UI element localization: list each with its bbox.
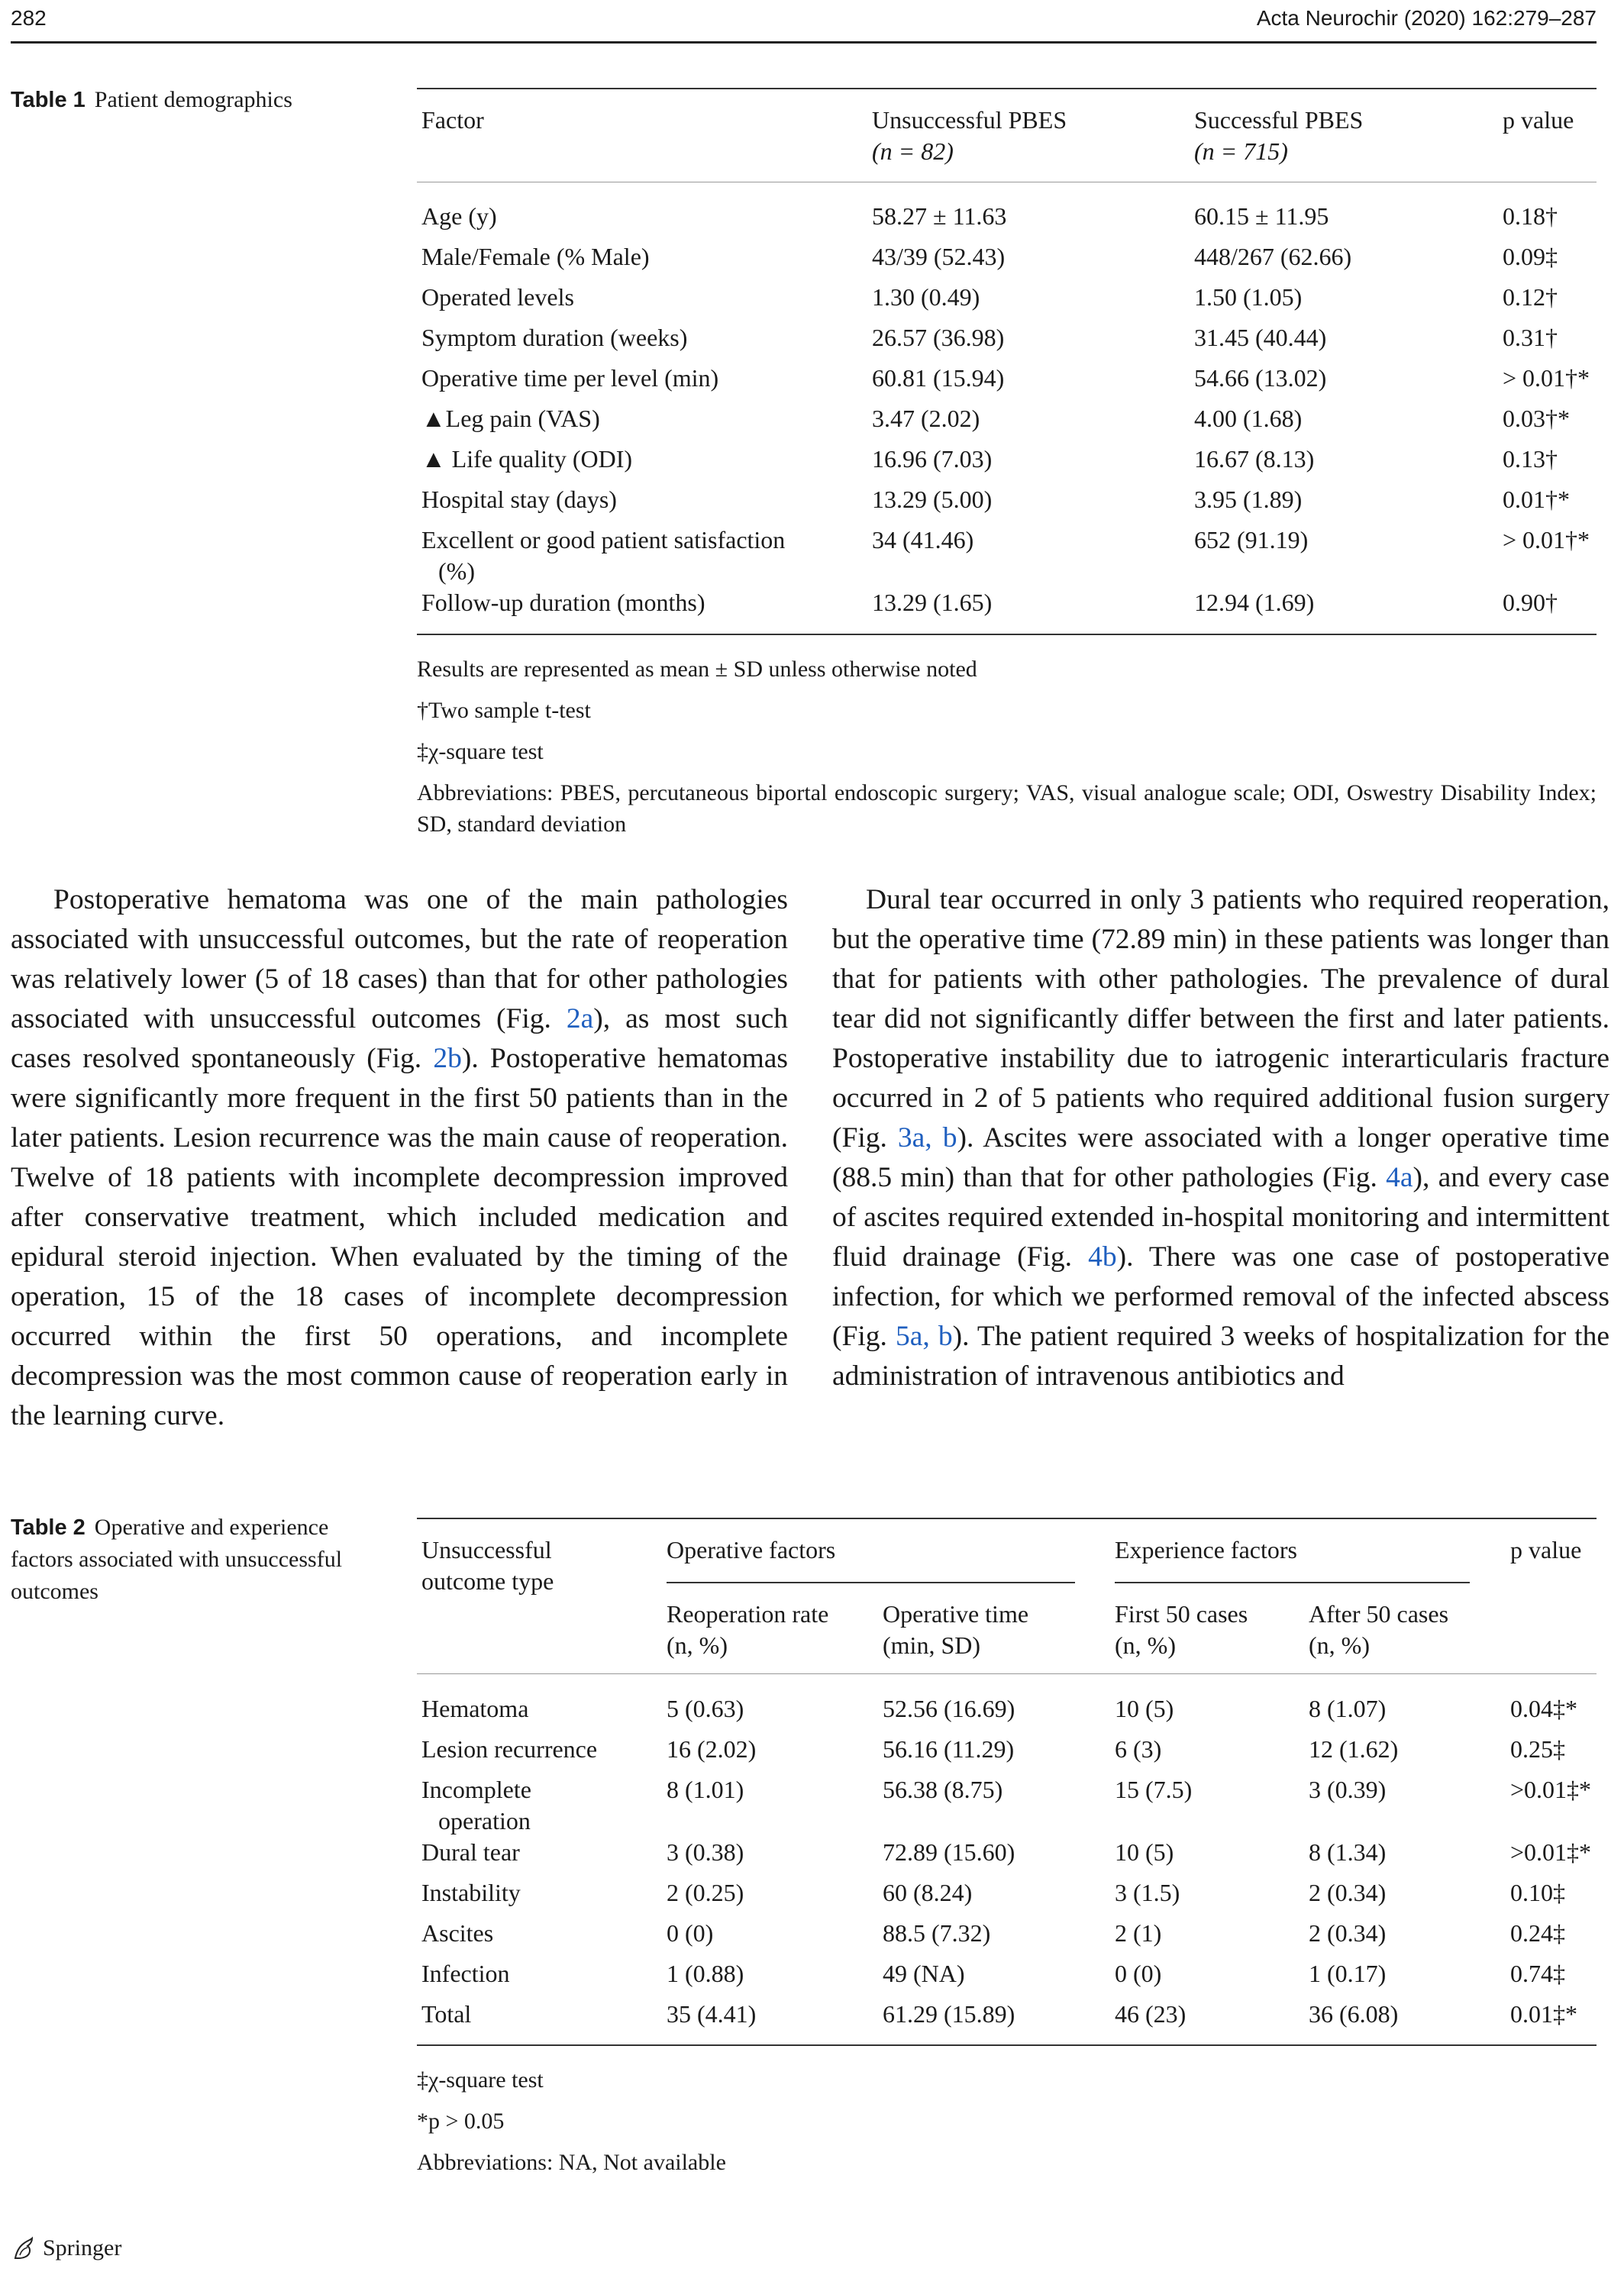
table1-header-unsuccessful: Unsuccessful PBES (n = 82) (872, 106, 1067, 165)
operative-time-cell: 88.5 (7.32) (883, 1919, 991, 1947)
after50-cell: 36 (6.08) (1309, 2000, 1399, 2028)
table2-header-pvalue: p value (1510, 1536, 1582, 1563)
table2-operative-rule (667, 1582, 1075, 1583)
factor-cell: ▲Leg pain (VAS) (421, 405, 600, 432)
publisher-name: Springer (43, 2235, 122, 2260)
table2-group-experience: Experience factors (1115, 1536, 1297, 1563)
operative-time-cell: 61.29 (15.89) (883, 2000, 1015, 2028)
first50-cell: 3 (1.5) (1115, 1879, 1180, 1906)
table1-note-abbreviations: Abbreviations: PBES, percutaneous biportal endoscopic surgery; VAS, visual analogue scale; ODI, Oswestry Disability Index; SD, standard deviation (417, 780, 1597, 837)
table-row (421, 363, 1597, 403)
table1-note: Results are represented as mean ± SD unless otherwise noted (417, 657, 977, 682)
successful-cell: 4.00 (1.68) (1194, 405, 1303, 432)
operative-time-cell: 72.89 (15.60) (883, 1838, 1015, 1866)
figure-link-5ab[interactable]: 5a, b (896, 1321, 953, 1352)
reoperation-cell: 5 (0.63) (667, 1695, 744, 1722)
table-row (421, 1999, 1597, 2039)
journal-citation: Acta Neurochir (2020) 162:279–287 (1256, 6, 1597, 30)
successful-cell: 652 (91.19) (1194, 526, 1309, 553)
table-row (421, 201, 1597, 241)
factor-cell: Male/Female (% Male) (421, 243, 650, 270)
factor-cell: Operative time per level (min) (421, 364, 719, 392)
table1-note: †Two sample t-test (417, 698, 591, 723)
figure-link-2a[interactable]: 2a (566, 1003, 594, 1034)
table-row (421, 282, 1597, 322)
table2-group-operative: Operative factors (667, 1536, 836, 1563)
p-value-cell: 0.18† (1503, 202, 1558, 230)
outcome-type-cell: Lesion recurrence (421, 1735, 598, 1763)
p-value-cell: 0.74‡ (1510, 1960, 1565, 1987)
table-row (421, 322, 1597, 363)
table1-top-rule (417, 88, 1597, 89)
successful-cell: 54.66 (13.02) (1194, 364, 1327, 392)
table2-header-reoperation: Reoperation rate (n, %) (667, 1600, 829, 1659)
table2-caption (11, 1512, 370, 1608)
successful-cell: 60.15 ± 11.95 (1194, 202, 1329, 230)
unsuccessful-cell: 1.30 (0.49) (872, 283, 980, 311)
factor-cell: Operated levels (421, 283, 574, 311)
unsuccessful-cell: 60.81 (15.94) (872, 364, 1005, 392)
table2-note: ‡χ-square test (417, 2067, 544, 2093)
successful-cell: 31.45 (40.44) (1194, 324, 1327, 351)
outcome-type-cell: Ascites (421, 1919, 494, 1947)
unsuccessful-cell: 58.27 ± 11.63 (872, 202, 1007, 230)
p-value-cell: >0.01‡* (1510, 1776, 1592, 1803)
table2-body (421, 1693, 1597, 2039)
reoperation-cell: 2 (0.25) (667, 1879, 744, 1906)
table-row (421, 1774, 1597, 1837)
table1-caption (11, 84, 354, 116)
first50-cell: 10 (5) (1115, 1695, 1174, 1722)
p-value-cell: 0.12† (1503, 283, 1558, 311)
table-row (421, 1693, 1597, 1734)
p-value-cell: 0.24‡ (1510, 1919, 1565, 1947)
p-value-cell: 0.01‡* (1510, 2000, 1577, 2028)
first50-cell: 2 (1) (1115, 1919, 1162, 1947)
successful-cell: 448/267 (62.66) (1194, 243, 1352, 270)
table2-label: Table 2 (11, 1515, 86, 1540)
after50-cell: 8 (1.34) (1309, 1838, 1387, 1866)
p-value-cell: > 0.01†* (1503, 526, 1590, 553)
figure-link-2b[interactable]: 2b (433, 1043, 462, 1074)
reoperation-cell: 35 (4.41) (667, 2000, 757, 2028)
successful-cell: 12.94 (1.69) (1194, 589, 1315, 616)
first50-cell: 15 (7.5) (1115, 1776, 1193, 1803)
factor-cell: Symptom duration (weeks) (421, 324, 688, 351)
after50-cell: 8 (1.07) (1309, 1695, 1387, 1722)
table-row (421, 403, 1597, 444)
unsuccessful-cell: 13.29 (5.00) (872, 486, 993, 513)
unsuccessful-cell: 43/39 (52.43) (872, 243, 1006, 270)
outcome-type-cell: Total (421, 2000, 472, 2028)
table-row (421, 1918, 1597, 1958)
table-row (421, 241, 1597, 282)
successful-cell: 1.50 (1.05) (1194, 283, 1303, 311)
p-value-cell: > 0.01†* (1503, 364, 1590, 392)
header-rule (11, 41, 1597, 44)
table-row (421, 484, 1597, 524)
operative-time-cell: 56.38 (8.75) (883, 1776, 1003, 1803)
outcome-type-cell: Hematoma (421, 1695, 529, 1722)
table2-note: *p > 0.05 (417, 2109, 505, 2134)
p-value-cell: 0.25‡ (1510, 1735, 1565, 1763)
table2-header-rule (417, 1673, 1597, 1674)
left-column-paragraph: Postoperative hematoma was one of the main pathologies associated with unsuccessful outcomes, but the rate of reoperation was relatively lower (5 of 18 cases) than that for other pathologies associated with unsuccessful outcomes (Fig. 2a), as most such cases resolved spontaneously (Fig. 2b). Postoperative hematomas were significantly more frequent in the first 50 patients than in the later patients. Lesion recurrence was the main cause of reoperation. Twelve of 18 patients with incomplete decompression improved after conservative treatment, which included medication and epidural steroid injection. When evaluated by the timing of the operation, 15 of the 18 cases of incomplete decompression occurred within the first 50 operations, and incomplete decompression was the most common cause of reoperation early in the learning curve. (11, 884, 789, 1431)
p-value-cell: 0.09‡ (1503, 243, 1558, 270)
factor-cell: Follow-up duration (months) (421, 589, 705, 616)
unsuccessful-cell: 26.57 (36.98) (872, 324, 1005, 351)
reoperation-cell: 8 (1.01) (667, 1776, 744, 1803)
table2-caption-text: Operative and experience factors associated with unsuccessful outcomes (11, 1515, 343, 1604)
springer-horse-icon (11, 2235, 37, 2261)
reoperation-cell: 1 (0.88) (667, 1960, 744, 1987)
after50-cell: 1 (0.17) (1309, 1960, 1387, 1987)
table2-bottom-rule (417, 2044, 1597, 2046)
figure-link-3ab[interactable]: 3a, b (897, 1122, 957, 1154)
reoperation-cell: 0 (0) (667, 1919, 714, 1947)
outcome-type-cell: Dural tear (421, 1838, 520, 1866)
table-row (421, 1877, 1597, 1918)
table1-caption-text: Patient demographics (94, 87, 292, 112)
first50-cell: 0 (0) (1115, 1960, 1162, 1987)
table2-header-type: Unsuccessful outcome type (421, 1536, 554, 1595)
table-row (421, 1734, 1597, 1774)
reoperation-cell: 3 (0.38) (667, 1838, 744, 1866)
unsuccessful-cell: 34 (41.46) (872, 526, 974, 553)
unsuccessful-cell: 3.47 (2.02) (872, 405, 980, 432)
unsuccessful-cell: 13.29 (1.65) (872, 589, 993, 616)
p-value-cell: 0.31† (1503, 324, 1558, 351)
table-row (421, 444, 1597, 484)
after50-cell: 3 (0.39) (1309, 1776, 1387, 1803)
p-value-cell: 0.01†* (1503, 486, 1570, 513)
table1-notes (417, 653, 1597, 840)
table2-notes (417, 2064, 1597, 2178)
p-value-cell: >0.01‡* (1510, 1838, 1592, 1866)
page-number: 282 (11, 6, 47, 30)
p-value-cell: 0.03†* (1503, 405, 1570, 432)
table-row (421, 1958, 1597, 1999)
factor-cell: Excellent or good patient satisfaction (%) (421, 526, 786, 585)
p-value-cell: 0.10‡ (1510, 1879, 1565, 1906)
outcome-type-cell: Instability (421, 1879, 521, 1906)
table-row (421, 587, 1597, 628)
successful-cell: 3.95 (1.89) (1194, 486, 1303, 513)
table1-body (421, 201, 1597, 628)
table1-header-factor: Factor (421, 106, 484, 134)
after50-cell: 2 (0.34) (1309, 1919, 1387, 1947)
p-value-cell: 0.04‡* (1510, 1695, 1577, 1722)
table2-header-after50: After 50 cases (n, %) (1309, 1600, 1449, 1659)
factor-cell: Hospital stay (days) (421, 486, 617, 513)
operative-time-cell: 52.56 (16.69) (883, 1695, 1015, 1722)
table2-top-rule (417, 1518, 1597, 1519)
factor-cell: ▲ Life quality (ODI) (421, 445, 633, 473)
table2-header-first50: First 50 cases (n, %) (1115, 1600, 1248, 1659)
table1-header-pvalue: p value (1503, 106, 1574, 134)
after50-cell: 2 (0.34) (1309, 1879, 1387, 1906)
outcome-type-cell: Incomplete operation (421, 1776, 531, 1835)
table2-note: Abbreviations: NA, Not available (417, 2150, 726, 2175)
table2-experience-rule (1115, 1582, 1470, 1583)
operative-time-cell: 49 (NA) (883, 1960, 965, 1987)
first50-cell: 10 (5) (1115, 1838, 1174, 1866)
table2-header-operative-time: Operative time (min, SD) (883, 1600, 1029, 1659)
outcome-type-cell: Infection (421, 1960, 510, 1987)
table1-label: Table 1 (11, 88, 86, 112)
unsuccessful-cell: 16.96 (7.03) (872, 445, 993, 473)
right-column-paragraph: Dural tear occurred in only 3 patients who required reoperation, but the operative time (72.89 min) in these patients was longer than that for patients with other pathologies. The prevalence of dural tear did not significantly differ between the first and later patients. Postoperative instability due to iatrogenic interarticularis fracture occurred in 2 of 5 patients who required additional fusion surgery (Fig. 3a, b). Ascites were associated with a longer operative time (88.5 min) than that for other pathologies (Fig. 4a), and every case of ascites required extended in-hospital monitoring and intermittent fluid drainage (Fig. 4b). There was one case of postoperative infection, for which we performed removal of the infected abscess (Fig. 5a, b). The patient required 3 weeks of hospitalization for the administration of intravenous antibiotics and (832, 884, 1609, 1392)
first50-cell: 46 (23) (1115, 2000, 1187, 2028)
reoperation-cell: 16 (2.02) (667, 1735, 757, 1763)
operative-time-cell: 56.16 (11.29) (883, 1735, 1015, 1763)
p-value-cell: 0.13† (1503, 445, 1558, 473)
p-value-cell: 0.90† (1503, 589, 1558, 616)
table-row (421, 1837, 1597, 1877)
table-row (421, 524, 1597, 587)
publisher-logo (11, 2235, 121, 2261)
figure-link-4b[interactable]: 4b (1088, 1241, 1117, 1273)
table1-header-successful: Successful PBES (n = 715) (1194, 106, 1364, 165)
operative-time-cell: 60 (8.24) (883, 1879, 973, 1906)
table1-note: ‡χ-square test (417, 739, 544, 764)
figure-link-4a[interactable]: 4a (1386, 1162, 1413, 1193)
successful-cell: 16.67 (8.13) (1194, 445, 1315, 473)
table1-bottom-rule (417, 634, 1597, 635)
first50-cell: 6 (3) (1115, 1735, 1162, 1763)
after50-cell: 12 (1.62) (1309, 1735, 1399, 1763)
factor-cell: Age (y) (421, 202, 497, 230)
